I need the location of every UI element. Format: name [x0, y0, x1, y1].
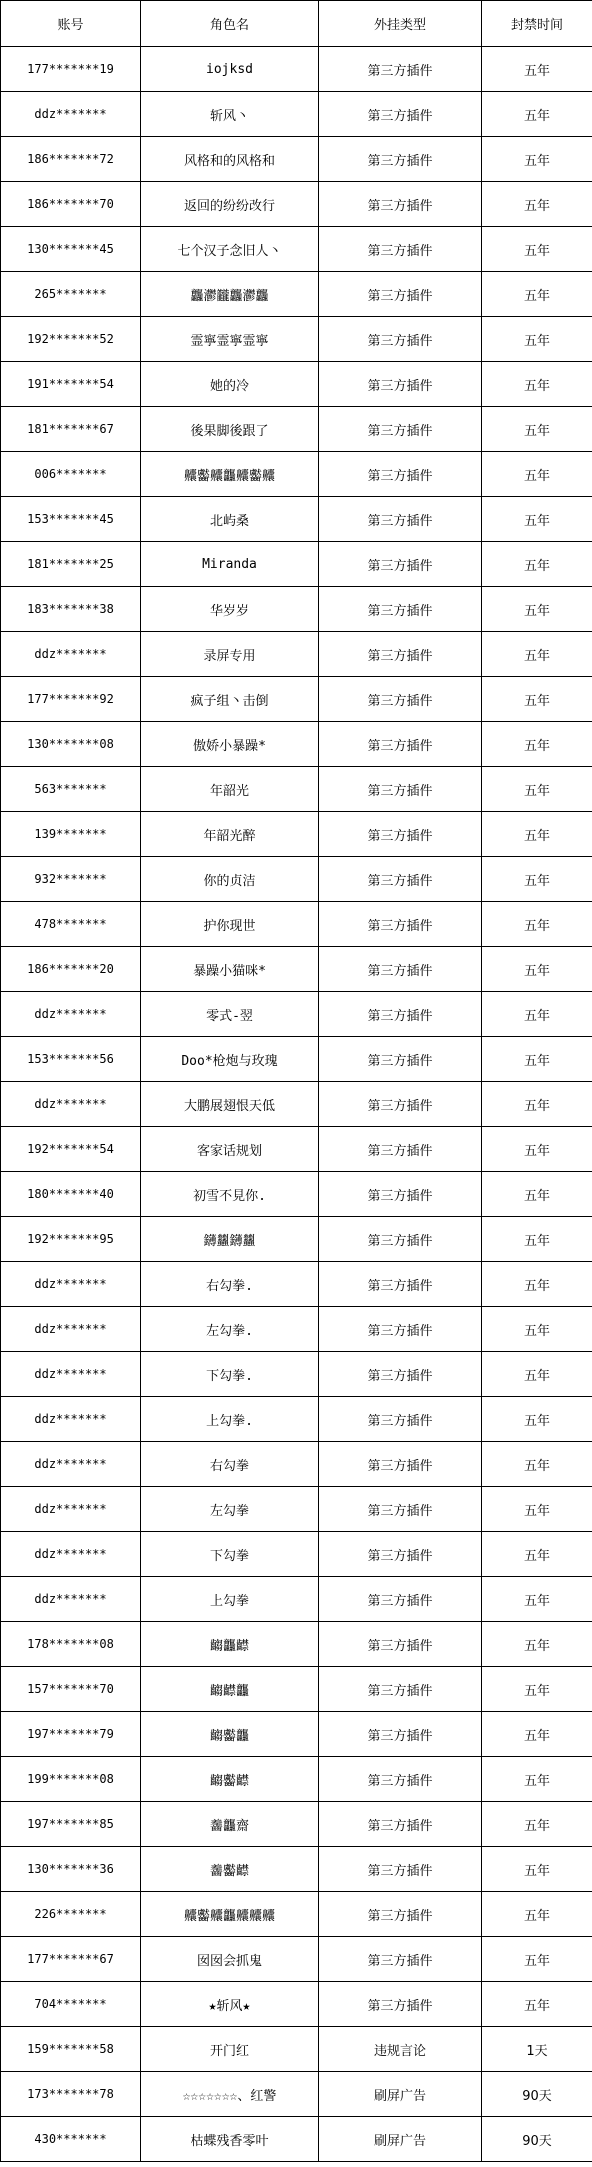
- cheat-type-cell: 第三方插件: [319, 407, 482, 452]
- cheat-type-cell: 第三方插件: [319, 1397, 482, 1442]
- account-cell: 157*******70: [1, 1667, 141, 1712]
- ban-duration-cell: 五年: [482, 1847, 592, 1892]
- ban-duration-cell: 五年: [482, 1172, 592, 1217]
- header-row: [1, 1, 592, 47]
- account-cell: 159*******58: [1, 2027, 141, 2072]
- table-row: [1, 182, 592, 227]
- table-row: [1, 1802, 592, 1847]
- table-row: [1, 92, 592, 137]
- role-name-cell: 齺龘齽: [141, 1622, 319, 1667]
- table-row: [1, 317, 592, 362]
- ban-duration-cell: 五年: [482, 587, 592, 632]
- role-name-cell: ★斩风★: [141, 1982, 319, 2027]
- role-name-cell: ☆☆☆☆☆☆☆、红警: [141, 2072, 319, 2117]
- ban-duration-cell: 五年: [482, 947, 592, 992]
- table-row: [1, 1307, 592, 1352]
- role-name-cell: Miranda: [141, 542, 319, 587]
- ban-duration-cell: 90天: [482, 2117, 592, 2162]
- cheat-type-cell: 第三方插件: [319, 227, 482, 272]
- table-row: [1, 1172, 592, 1217]
- role-name-cell: 齉齾齉龘齉齉齉: [141, 1892, 319, 1937]
- role-name-cell: 右勾拳.: [141, 1262, 319, 1307]
- ban-duration-cell: 五年: [482, 92, 592, 137]
- cheat-type-cell: 刷屏广告: [319, 2117, 482, 2162]
- ban-duration-cell: 五年: [482, 182, 592, 227]
- role-name-cell: 上勾拳: [141, 1577, 319, 1622]
- cheat-type-cell: 第三方插件: [319, 1532, 482, 1577]
- ban-duration-cell: 五年: [482, 362, 592, 407]
- account-cell: 181*******67: [1, 407, 141, 452]
- ban-duration-cell: 五年: [482, 542, 592, 587]
- cheat-type-cell: 第三方插件: [319, 947, 482, 992]
- table-row: [1, 1757, 592, 1802]
- cheat-type-cell: 第三方插件: [319, 1757, 482, 1802]
- account-cell: 192*******52: [1, 317, 141, 362]
- role-name-cell: 下勾拳: [141, 1532, 319, 1577]
- cheat-type-cell: 第三方插件: [319, 1127, 482, 1172]
- role-name-cell: 疯子组丶击倒: [141, 677, 319, 722]
- table-row: [1, 1982, 592, 2027]
- table-row: [1, 1082, 592, 1127]
- account-cell: 192*******95: [1, 1217, 141, 1262]
- account-cell: 153*******56: [1, 1037, 141, 1082]
- account-cell: 199*******08: [1, 1757, 141, 1802]
- table-row: [1, 1937, 592, 1982]
- cheat-type-cell: 刷屏广告: [319, 2072, 482, 2117]
- account-cell: ddz*******: [1, 1577, 141, 1622]
- account-cell: 563*******: [1, 767, 141, 812]
- cheat-type-cell: 第三方插件: [319, 497, 482, 542]
- cheat-type-cell: 第三方插件: [319, 47, 482, 92]
- role-name-cell: 北屿桑: [141, 497, 319, 542]
- cheat-type-cell: 第三方插件: [319, 722, 482, 767]
- table-row: [1, 857, 592, 902]
- ban-duration-cell: 五年: [482, 47, 592, 92]
- ban-duration-cell: 五年: [482, 1937, 592, 1982]
- role-name-cell: iojksd: [141, 47, 319, 92]
- account-cell: ddz*******: [1, 1352, 141, 1397]
- account-cell: ddz*******: [1, 1442, 141, 1487]
- cheat-type-cell: 第三方插件: [319, 1847, 482, 1892]
- ban-duration-cell: 五年: [482, 1577, 592, 1622]
- role-name-cell: 齺齾齽: [141, 1757, 319, 1802]
- ban-duration-cell: 五年: [482, 407, 592, 452]
- table-row: [1, 1667, 592, 1712]
- cheat-type-cell: 第三方插件: [319, 1982, 482, 2027]
- ban-duration-cell: 五年: [482, 317, 592, 362]
- cheat-type-cell: 第三方插件: [319, 1577, 482, 1622]
- account-cell: 177*******67: [1, 1937, 141, 1982]
- table-row: [1, 677, 592, 722]
- ban-duration-cell: 五年: [482, 1487, 592, 1532]
- role-name-cell: 暴躁小猫咪*: [141, 947, 319, 992]
- account-cell: 932*******: [1, 857, 141, 902]
- role-name-cell: 返回的纷纷改行: [141, 182, 319, 227]
- table-row: [1, 227, 592, 272]
- account-cell: 177*******92: [1, 677, 141, 722]
- ban-duration-cell: 五年: [482, 137, 592, 182]
- cheat-type-cell: 第三方插件: [319, 272, 482, 317]
- role-name-cell: 右勾拳: [141, 1442, 319, 1487]
- ban-duration-cell: 五年: [482, 452, 592, 497]
- cheat-type-cell: 第三方插件: [319, 92, 482, 137]
- cheat-type-cell: 第三方插件: [319, 1892, 482, 1937]
- account-cell: 186*******70: [1, 182, 141, 227]
- role-name-cell: 你的贞洁: [141, 857, 319, 902]
- role-name-cell: 左勾拳: [141, 1487, 319, 1532]
- ban-duration-cell: 五年: [482, 1127, 592, 1172]
- ban-duration-cell: 五年: [482, 992, 592, 1037]
- cheat-type-cell: 第三方插件: [319, 1487, 482, 1532]
- ban-duration-cell: 五年: [482, 1307, 592, 1352]
- cheat-type-cell: 第三方插件: [319, 1172, 482, 1217]
- account-cell: 704*******: [1, 1982, 141, 2027]
- table-row: [1, 452, 592, 497]
- cheat-type-cell: 第三方插件: [319, 767, 482, 812]
- table-row: [1, 1262, 592, 1307]
- ban-duration-cell: 1天: [482, 2027, 592, 2072]
- header-account: 账号: [1, 1, 141, 47]
- header-ban-duration: 封禁时间: [482, 1, 592, 47]
- role-name-cell: 鑮蠿鑮蠿: [141, 1217, 319, 1262]
- role-name-cell: 齉齾齉龘齉齾齉: [141, 452, 319, 497]
- account-cell: ddz*******: [1, 1487, 141, 1532]
- table-row: [1, 1577, 592, 1622]
- ban-duration-cell: 五年: [482, 1667, 592, 1712]
- role-name-cell: 大鹏展翅恨天低: [141, 1082, 319, 1127]
- role-name-cell: 齹龘齋: [141, 1802, 319, 1847]
- ban-duration-cell: 五年: [482, 1352, 592, 1397]
- table-row: [1, 1217, 592, 1262]
- role-name-cell: 傲娇小暴躁*: [141, 722, 319, 767]
- ban-duration-cell: 五年: [482, 1082, 592, 1127]
- table-row: [1, 497, 592, 542]
- table-row: [1, 812, 592, 857]
- account-cell: 478*******: [1, 902, 141, 947]
- role-name-cell: 华岁岁: [141, 587, 319, 632]
- table-row: [1, 1037, 592, 1082]
- account-cell: 197*******85: [1, 1802, 141, 1847]
- cheat-type-cell: 第三方插件: [319, 452, 482, 497]
- ban-duration-cell: 五年: [482, 632, 592, 677]
- role-name-cell: 她的冷: [141, 362, 319, 407]
- role-name-cell: 开门红: [141, 2027, 319, 2072]
- table-row: [1, 767, 592, 812]
- ban-duration-cell: 五年: [482, 1397, 592, 1442]
- role-name-cell: 霊寧霊寧霊寧: [141, 317, 319, 362]
- ban-duration-cell: 五年: [482, 272, 592, 317]
- account-cell: ddz*******: [1, 1307, 141, 1352]
- account-cell: 153*******45: [1, 497, 141, 542]
- ban-duration-cell: 五年: [482, 767, 592, 812]
- cheat-type-cell: 第三方插件: [319, 1217, 482, 1262]
- cheat-type-cell: 第三方插件: [319, 1307, 482, 1352]
- table-row: [1, 1442, 592, 1487]
- table-row: [1, 2027, 592, 2072]
- cheat-type-cell: 第三方插件: [319, 1037, 482, 1082]
- account-cell: ddz*******: [1, 632, 141, 677]
- ban-duration-cell: 五年: [482, 227, 592, 272]
- cheat-type-cell: 第三方插件: [319, 317, 482, 362]
- table-row: [1, 632, 592, 677]
- cheat-type-cell: 违规言论: [319, 2027, 482, 2072]
- table-row: [1, 1622, 592, 1667]
- ban-duration-cell: 五年: [482, 1892, 592, 1937]
- role-name-cell: 斩风丶: [141, 92, 319, 137]
- account-cell: 186*******72: [1, 137, 141, 182]
- table-row: [1, 1847, 592, 1892]
- ban-duration-cell: 五年: [482, 1802, 592, 1847]
- ban-duration-cell: 五年: [482, 497, 592, 542]
- ban-duration-cell: 五年: [482, 857, 592, 902]
- account-cell: ddz*******: [1, 1532, 141, 1577]
- cheat-type-cell: 第三方插件: [319, 632, 482, 677]
- table-row: [1, 1352, 592, 1397]
- role-name-cell: 录屏专用: [141, 632, 319, 677]
- account-cell: 192*******54: [1, 1127, 141, 1172]
- table-row: [1, 902, 592, 947]
- cheat-type-cell: 第三方插件: [319, 1667, 482, 1712]
- table-row: [1, 587, 592, 632]
- ban-duration-cell: 五年: [482, 1217, 592, 1262]
- role-name-cell: 护你现世: [141, 902, 319, 947]
- account-cell: 197*******79: [1, 1712, 141, 1757]
- role-name-cell: 初雪不見你.: [141, 1172, 319, 1217]
- role-name-cell: 七个汉子念旧人丶: [141, 227, 319, 272]
- role-name-cell: 零式-翌: [141, 992, 319, 1037]
- ban-duration-cell: 五年: [482, 1037, 592, 1082]
- cheat-type-cell: 第三方插件: [319, 542, 482, 587]
- table-row: [1, 137, 592, 182]
- account-cell: 191*******54: [1, 362, 141, 407]
- role-name-cell: 年韶光醉: [141, 812, 319, 857]
- ban-duration-cell: 五年: [482, 1442, 592, 1487]
- account-cell: ddz*******: [1, 1082, 141, 1127]
- ban-duration-cell: 90天: [482, 2072, 592, 2117]
- table-row: [1, 2117, 592, 2162]
- account-cell: 226*******: [1, 1892, 141, 1937]
- account-cell: 265*******: [1, 272, 141, 317]
- cheat-type-cell: 第三方插件: [319, 857, 482, 902]
- cheat-type-cell: 第三方插件: [319, 587, 482, 632]
- role-name-cell: 下勾拳.: [141, 1352, 319, 1397]
- role-name-cell: 枯蝶残香零叶: [141, 2117, 319, 2162]
- table-row: [1, 272, 592, 317]
- table-row: [1, 992, 592, 1037]
- role-name-cell: 龘灪龖龘灪龘: [141, 272, 319, 317]
- cheat-type-cell: 第三方插件: [319, 992, 482, 1037]
- table-row: [1, 362, 592, 407]
- cheat-type-cell: 第三方插件: [319, 902, 482, 947]
- role-name-cell: Doo*枪炮与玫瑰: [141, 1037, 319, 1082]
- table-row: [1, 2072, 592, 2117]
- cheat-type-cell: 第三方插件: [319, 677, 482, 722]
- cheat-type-cell: 第三方插件: [319, 182, 482, 227]
- ban-duration-cell: 五年: [482, 677, 592, 722]
- account-cell: ddz*******: [1, 992, 141, 1037]
- cheat-type-cell: 第三方插件: [319, 1937, 482, 1982]
- ban-duration-cell: 五年: [482, 1262, 592, 1307]
- table-row: [1, 1892, 592, 1937]
- ban-duration-cell: 五年: [482, 1712, 592, 1757]
- cheat-type-cell: 第三方插件: [319, 1802, 482, 1847]
- account-cell: 130*******45: [1, 227, 141, 272]
- account-cell: 130*******36: [1, 1847, 141, 1892]
- cheat-type-cell: 第三方插件: [319, 1082, 482, 1127]
- cheat-type-cell: 第三方插件: [319, 1262, 482, 1307]
- role-name-cell: 左勾拳.: [141, 1307, 319, 1352]
- account-cell: 006*******: [1, 452, 141, 497]
- account-cell: 173*******78: [1, 2072, 141, 2117]
- role-name-cell: 齹齾齽: [141, 1847, 319, 1892]
- header-role-name: 角色名: [141, 1, 319, 47]
- account-cell: 139*******: [1, 812, 141, 857]
- ban-duration-cell: 五年: [482, 1622, 592, 1667]
- cheat-type-cell: 第三方插件: [319, 137, 482, 182]
- header-cheat-type: 外挂类型: [319, 1, 482, 47]
- table-row: [1, 1127, 592, 1172]
- table-row: [1, 47, 592, 92]
- ban-duration-cell: 五年: [482, 1757, 592, 1802]
- account-cell: 181*******25: [1, 542, 141, 587]
- table-row: [1, 1487, 592, 1532]
- role-name-cell: 齺齾龘: [141, 1712, 319, 1757]
- cheat-type-cell: 第三方插件: [319, 1442, 482, 1487]
- role-name-cell: 齺齽龘: [141, 1667, 319, 1712]
- role-name-cell: 囡囡会抓鬼: [141, 1937, 319, 1982]
- table-row: [1, 947, 592, 992]
- cheat-type-cell: 第三方插件: [319, 1712, 482, 1757]
- role-name-cell: 风格和的风格和: [141, 137, 319, 182]
- table-row: [1, 542, 592, 587]
- account-cell: ddz*******: [1, 92, 141, 137]
- ban-duration-cell: 五年: [482, 722, 592, 767]
- cheat-type-cell: 第三方插件: [319, 1352, 482, 1397]
- table-row: [1, 407, 592, 452]
- account-cell: 186*******20: [1, 947, 141, 992]
- table-row: [1, 1532, 592, 1577]
- table-row: [1, 1397, 592, 1442]
- ban-duration-cell: 五年: [482, 1532, 592, 1577]
- ban-duration-cell: 五年: [482, 902, 592, 947]
- role-name-cell: 年韶光: [141, 767, 319, 812]
- ban-duration-cell: 五年: [482, 1982, 592, 2027]
- account-cell: 430*******: [1, 2117, 141, 2162]
- account-cell: 177*******19: [1, 47, 141, 92]
- account-cell: 130*******08: [1, 722, 141, 767]
- account-cell: 180*******40: [1, 1172, 141, 1217]
- role-name-cell: 後果脚後跟了: [141, 407, 319, 452]
- table-row: [1, 1712, 592, 1757]
- role-name-cell: 上勾拳.: [141, 1397, 319, 1442]
- cheat-type-cell: 第三方插件: [319, 1622, 482, 1667]
- role-name-cell: 客家话规划: [141, 1127, 319, 1172]
- cheat-type-cell: 第三方插件: [319, 812, 482, 857]
- account-cell: 183*******38: [1, 587, 141, 632]
- cheat-type-cell: 第三方插件: [319, 362, 482, 407]
- account-cell: 178*******08: [1, 1622, 141, 1667]
- account-cell: ddz*******: [1, 1262, 141, 1307]
- table-row: [1, 722, 592, 767]
- account-cell: ddz*******: [1, 1397, 141, 1442]
- ban-duration-cell: 五年: [482, 812, 592, 857]
